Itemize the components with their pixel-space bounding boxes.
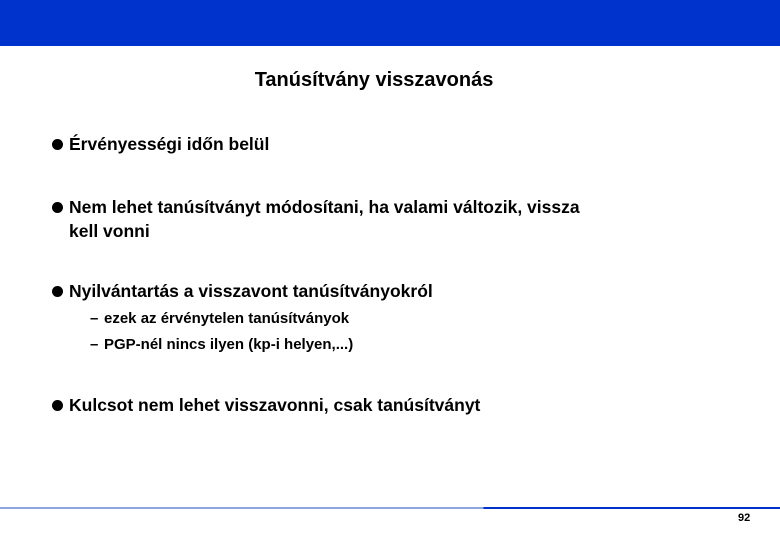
slide-title: Tanúsítvány visszavonás bbox=[254, 69, 494, 91]
page-number: 92 bbox=[738, 512, 751, 524]
footer-divider bbox=[0, 507, 780, 509]
sub-bullet-item bbox=[90, 309, 349, 329]
bullet-item bbox=[52, 279, 433, 303]
sub-bullet-text: PGP-nél nincs ilyen (kp-i helyen,...) bbox=[104, 336, 354, 353]
bullet-item bbox=[52, 195, 580, 243]
bullet-dot-icon bbox=[52, 139, 63, 150]
bullet-text: Kulcsot nem lehet visszavonni, csak tanúsítványt bbox=[69, 395, 481, 415]
sub-bullet-text: ezek az érvénytelen tanúsítványok bbox=[104, 310, 350, 327]
bullet-text-line-2: kell vonni bbox=[69, 221, 150, 241]
dash-marker: – bbox=[90, 310, 99, 327]
bullet-item bbox=[52, 132, 269, 156]
dash-marker: – bbox=[90, 336, 99, 353]
bullet-item bbox=[52, 393, 480, 417]
header-bar bbox=[0, 0, 780, 46]
bullet-dot-icon bbox=[52, 286, 63, 297]
sub-bullet-item bbox=[90, 335, 353, 355]
bullet-text-line-1: Nem lehet tanúsítványt módosítani, ha valami változik, vissza bbox=[69, 197, 580, 217]
bullet-dot-icon bbox=[52, 202, 63, 213]
bullet-dot-icon bbox=[52, 400, 63, 411]
bullet-text: Érvényességi időn belül bbox=[69, 134, 270, 154]
bullet-text: Nyilvántartás a visszavont tanúsítványokról bbox=[69, 281, 433, 301]
